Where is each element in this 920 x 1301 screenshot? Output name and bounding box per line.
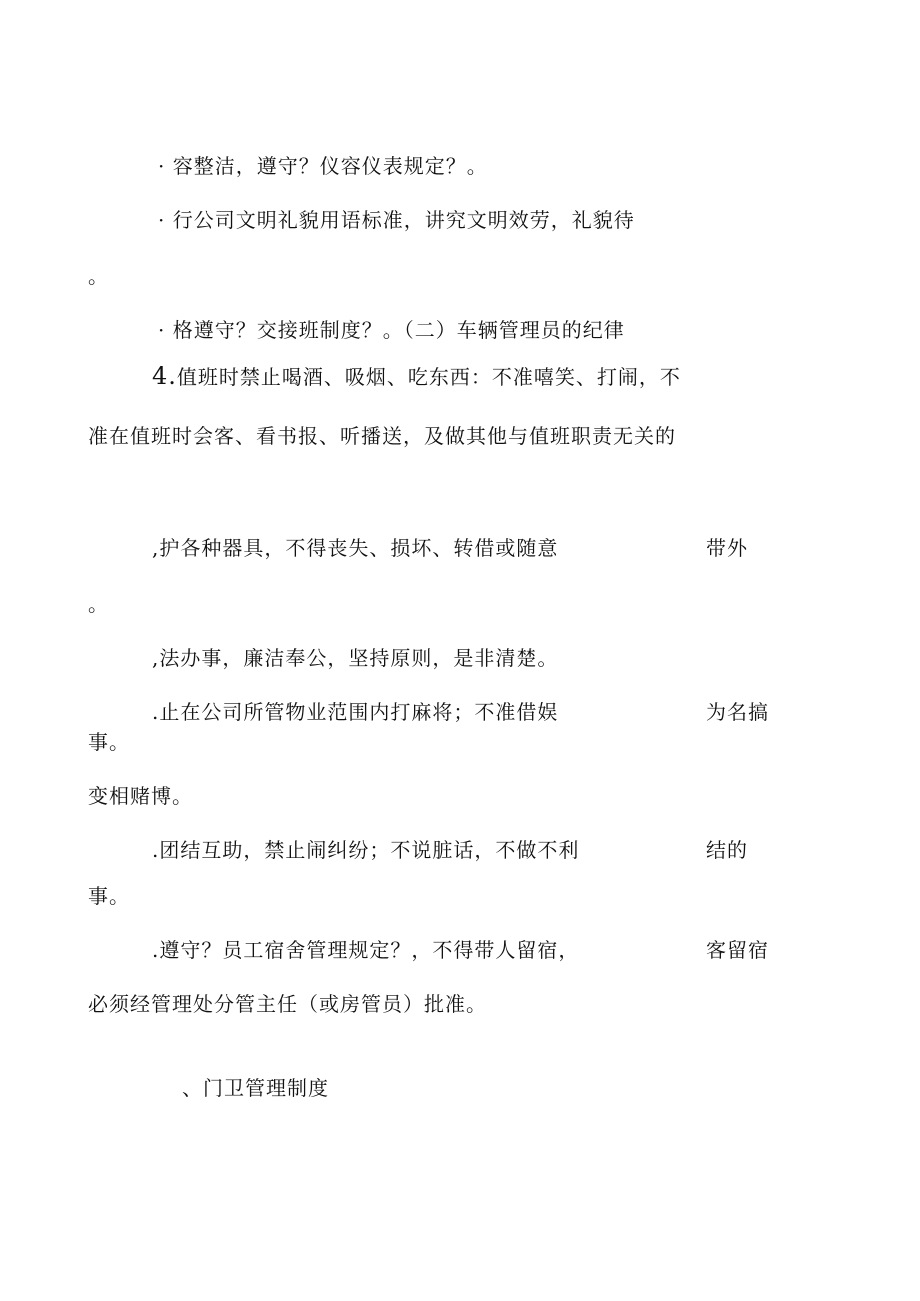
rule-line-equipment-tail: 带外 xyxy=(706,536,748,560)
continuation-line: 事。 xyxy=(88,884,130,908)
paragraph-line: 准在值班时会客、看书报、听播送，及做其他与值班职责无关的 xyxy=(88,424,676,448)
continuation-period: 。 xyxy=(88,592,109,616)
rule-line-unity-tail: 结的 xyxy=(706,838,748,862)
continuation-line: 必须经管理处分管主任（或房管员）批准。 xyxy=(88,992,487,1016)
section-heading: 、门卫管理制度 xyxy=(182,1076,329,1100)
bullet-line-shift-handover: · 格遵守？交接班制度？。（二）车辆管理员的纪律 xyxy=(158,318,625,342)
item-text: 值班时禁止喝酒、吸烟、吃东西：不准嘻笑、打闹，不 xyxy=(176,365,681,389)
continuation-period: 。 xyxy=(88,264,109,288)
bullet-line-courtesy: · 行公司文明礼貌用语标准，讲究文明效劳，礼貌待 xyxy=(158,208,635,232)
rule-line-gambling: .止在公司所管物业范围内打麻将；不准借娱 xyxy=(152,700,559,724)
rule-line-dormitory: .遵守？员工宿舍管理规定？，不得带人留宿， xyxy=(152,938,580,962)
item-4-line xyxy=(152,364,681,389)
rule-line-dormitory-tail: 客留宿 xyxy=(706,938,769,962)
continuation-line: 变相赌博。 xyxy=(88,784,193,808)
bullet-line-appearance: · 容整洁，遵守？仪容仪表规定？。 xyxy=(158,154,488,178)
rule-line-integrity: ,法办事，廉洁奉公，坚持原则，是非清楚。 xyxy=(152,646,559,670)
rule-line-unity: .团结互助，禁止闹纠纷；不说脏话，不做不利 xyxy=(152,838,580,862)
item-number: 4. xyxy=(152,362,177,390)
rule-line-equipment: ,护各种器具，不得丧失、损坏、转借或随意 xyxy=(152,536,559,560)
continuation-line: 事。 xyxy=(88,730,130,754)
rule-line-gambling-tail: 为名搞 xyxy=(706,700,769,724)
